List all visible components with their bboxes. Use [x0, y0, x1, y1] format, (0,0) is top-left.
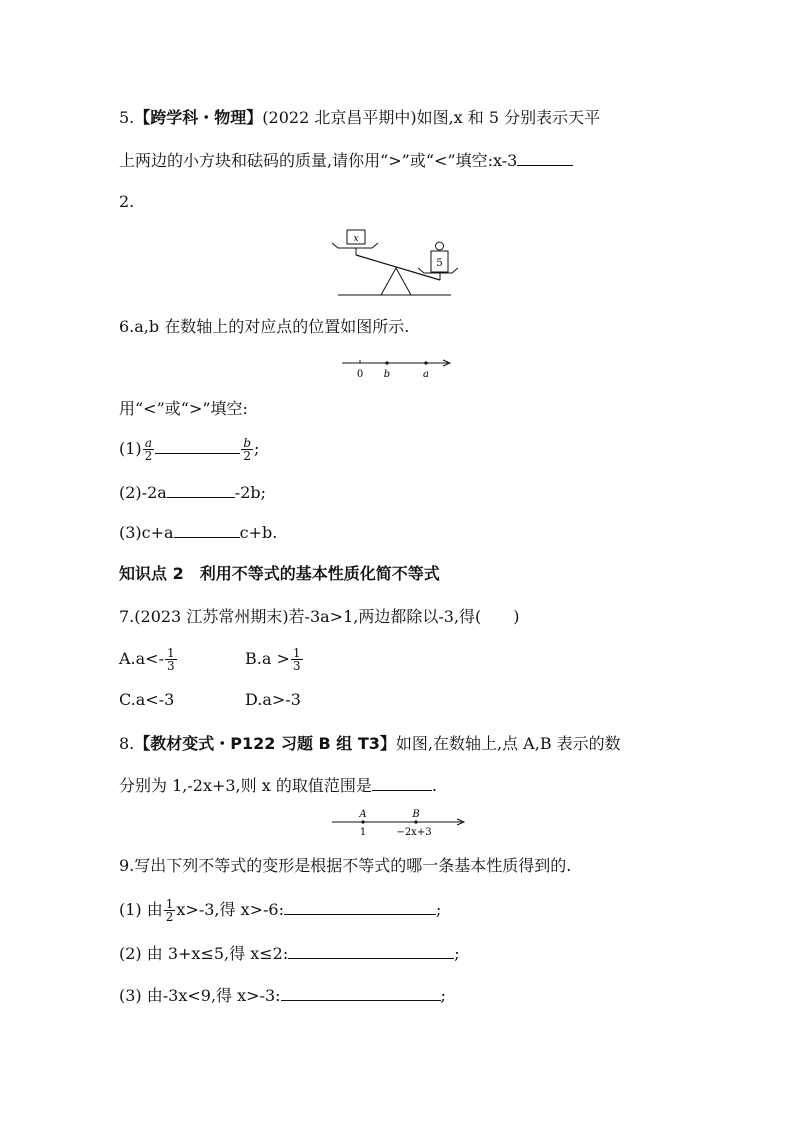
q9-p3-end: ;: [440, 986, 446, 1005]
q8-tag: 【教材变式・P122 习题 B 组 T3】: [134, 734, 396, 753]
q6-p3-left: (3)c+a: [119, 523, 174, 542]
q6-stem: 6.a,b 在数轴上的对应点的位置如图所示.: [119, 317, 410, 336]
q6-point-a: [424, 361, 427, 364]
q9-p2-text: (2) 由 3+x≤5,得 x≤2:: [119, 944, 289, 963]
q7-options-row-2: [119, 689, 301, 711]
q6-point-b: [385, 361, 388, 364]
q5-number: 5.: [119, 108, 135, 127]
q9-p2-end: ;: [454, 944, 460, 963]
q9-part-2: [119, 942, 460, 965]
q8-line-1: [119, 733, 621, 755]
left-block-label: x: [353, 234, 359, 244]
q9-p3-text: (3) 由-3x<9,得 x>-3:: [119, 986, 281, 1005]
q5-line-1: [119, 107, 600, 129]
q5-text-1: (2022 北京昌平期中)如图,x 和 5 分别表示天平: [262, 108, 601, 127]
q9-p1-frac: $\frac{1}{2}$: [165, 897, 174, 924]
q6-p3-blank[interactable]: [174, 521, 240, 538]
q8-point-A: [361, 820, 364, 823]
q5-answer-blank[interactable]: [517, 149, 573, 166]
q9-p1-prefix: (1) 由: [119, 900, 163, 919]
q8-number-line: [330, 806, 468, 838]
q8-point-B: [414, 820, 417, 823]
q6-p2-blank[interactable]: [167, 481, 235, 498]
q6-p1-suffix: ;: [254, 439, 260, 458]
q6-part-2: [119, 481, 266, 504]
q6-p1-frac-b: $\frac{b}{2}$: [243, 436, 251, 463]
q8-text-1: 如图,在数轴上,点 A,B 表示的数: [395, 734, 621, 753]
q8-label-B: B: [412, 809, 420, 820]
q5-text-3: 2.: [119, 192, 135, 211]
q6-p2-left: (2)-2a: [119, 483, 167, 502]
q8-label-A: A: [359, 809, 367, 820]
q7-stem: 7.(2023 江苏常州期末)若-3a>1,两边都除以-3,得( ): [119, 607, 520, 626]
q8-label-A-value: 1: [359, 827, 367, 838]
q6-p1-blank[interactable]: [155, 437, 240, 454]
q6-number-line: [340, 356, 452, 382]
q9-part-1: [119, 898, 441, 923]
q6-label-a: a: [423, 369, 429, 380]
q9-stem: 9.写出下列不等式的变形是根据不等式的哪一条基本性质得到的.: [119, 856, 572, 875]
balance-fulcrum: [381, 268, 411, 295]
q9-p2-blank[interactable]: [288, 942, 454, 959]
q6-part-3: [119, 521, 277, 544]
q7-options-row-1: [119, 646, 301, 673]
q5-line-3: [119, 191, 134, 213]
q5-line-2: [119, 149, 573, 172]
q8-line-2: [119, 774, 437, 797]
q9-p1-blank[interactable]: [284, 898, 436, 915]
q6-label-b: b: [383, 369, 391, 380]
q6-p1-frac-a: $\frac{a}{2}$: [144, 436, 153, 463]
q6-p1-prefix: (1): [119, 439, 142, 458]
q8-label-B-value: −2x+3: [396, 827, 432, 838]
q9-p1-rest: x>-3,得 x>-6:: [176, 900, 285, 919]
q9-p1-end: ;: [436, 900, 442, 919]
q6-part-1: [119, 437, 259, 462]
q6-p3-right: c+b.: [239, 523, 278, 542]
q8-text-3: .: [431, 776, 437, 795]
q6-instruction: 用“<”或“>”填空:: [119, 399, 248, 418]
balance-beam: [356, 255, 443, 280]
section-heading: 知识点 2 利用不等式的基本性质化简不等式: [119, 564, 440, 583]
q7-option-b[interactable]: B.a > $\frac{1}{3}$: [245, 646, 301, 673]
q5-text-2: 上两边的小方块和砝码的质量,请你用“>”或“<”填空:x-3: [119, 151, 518, 170]
q6-label-zero: 0: [356, 369, 364, 380]
right-weight-label: 5: [436, 258, 443, 269]
q8-text-2: 分别为 1,-2x+3,则 x 的取值范围是: [119, 776, 372, 795]
balance-figure: [328, 226, 458, 298]
q6-p2-right: -2b;: [234, 483, 267, 502]
q7-option-c[interactable]: C.a<-3: [119, 690, 175, 709]
q9-p3-blank[interactable]: [281, 984, 441, 1001]
right-weight-knob: [436, 242, 444, 250]
q9-part-3: [119, 984, 446, 1007]
q5-tag: 【跨学科・物理】: [134, 108, 263, 127]
q7-option-a[interactable]: A.a<- $\frac{1}{3}$: [119, 646, 175, 673]
q8-number: 8.: [119, 734, 135, 753]
q7-option-d[interactable]: D.a>-3: [245, 690, 301, 709]
q8-answer-blank[interactable]: [372, 774, 432, 791]
